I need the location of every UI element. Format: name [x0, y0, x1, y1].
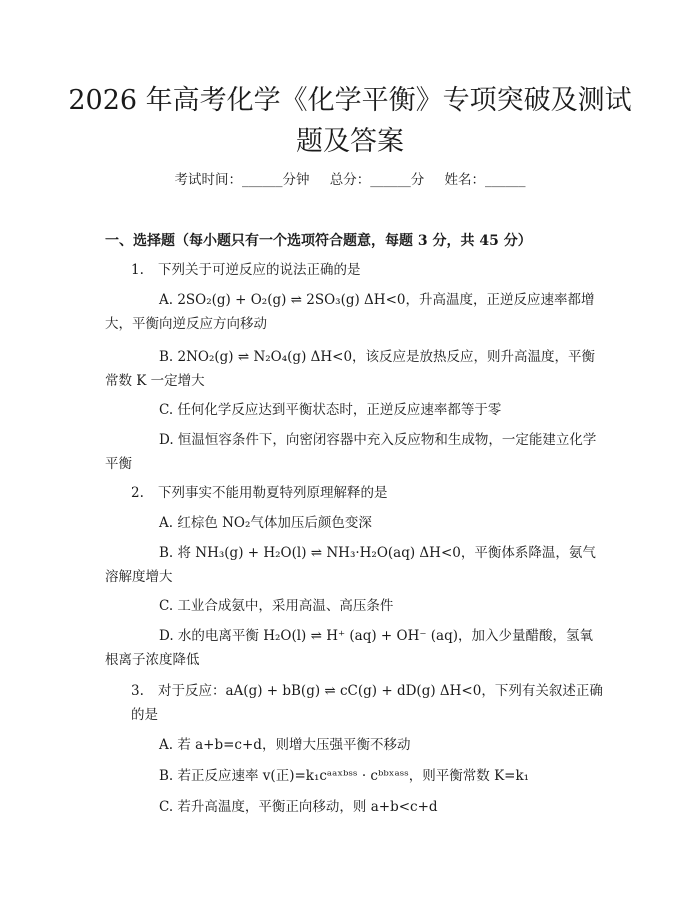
question-stem: 下列关于可逆反应的说法正确的是	[158, 262, 361, 278]
question-stem: 下列事实不能用勒夏特列原理解释的是	[158, 485, 388, 501]
question-1-option-d: D. 恒温恒容条件下，向密闭容器中充入反应物和生成物，一定能建立化学平衡	[105, 432, 597, 472]
question-1	[131, 258, 609, 282]
question-number: 2.	[131, 485, 144, 501]
question-2	[131, 481, 609, 505]
question-3-option-b: B. 若正反应速率 v(正)=k₁cᵃᵃˣᵇˢˢ · cᵇᵇˣᵃˢˢ，则平衡常数 K=k₁	[159, 768, 530, 784]
question-number: 1.	[131, 262, 144, 278]
question-number: 3.	[131, 683, 144, 699]
question-2-option-a: A. 红棕色 NO₂气体加压后颜色变深	[159, 515, 372, 531]
question-3	[131, 679, 609, 727]
student-name-label: 姓名：______	[444, 172, 526, 188]
question-1-option-b: B. 2NO₂(g) ⇌ N₂O₄(g) ΔH<0，该反应是放热反应，则升高温度，平衡常数 K 一定增大	[105, 349, 596, 389]
question-3-option-c: C. 若升高温度，平衡正向移动，则 a+b<c+d	[159, 799, 438, 815]
section-heading: 一、选择题（每小题只有一个选项符合题意，每题 3 分，共 45 分）	[105, 233, 532, 249]
question-stem: 对于反应：aA(g) + bB(g) ⇌ cC(g) + dD(g) ΔH<0，下列有关叙述正确的是	[131, 683, 603, 723]
total-score-label: 总分：______分	[329, 172, 425, 188]
exam-time-label: 考试时间：______分钟	[174, 172, 310, 188]
exam-meta	[0, 168, 700, 188]
document-title: 2026 年高考化学《化学平衡》专项突破及测试题及答案	[68, 85, 632, 157]
question-1-option-a: A. 2SO₂(g) + O₂(g) ⇌ 2SO₃(g) ΔH<0，升高温度，正逆反应速率都增大，平衡向逆反应方向移动	[105, 292, 595, 332]
question-2-option-d: D. 水的电离平衡 H₂O(l) ⇌ H⁺ (aq) + OH⁻ (aq)，加入少量醋酸，氢氧根离子浓度降低	[105, 628, 594, 668]
question-2-option-b: B. 将 NH₃(g) + H₂O(l) ⇌ NH₃·H₂O(aq) ΔH<0，平衡体系降温，氨气溶解度增大	[105, 545, 596, 585]
question-2-option-c: C. 工业合成氨中，采用高温、高压条件	[159, 598, 394, 614]
question-3-option-a: A. 若 a+b=c+d，则增大压强平衡不移动	[159, 737, 411, 753]
question-1-option-c: C. 任何化学反应达到平衡状态时，正逆反应速率都等于零	[159, 402, 502, 418]
